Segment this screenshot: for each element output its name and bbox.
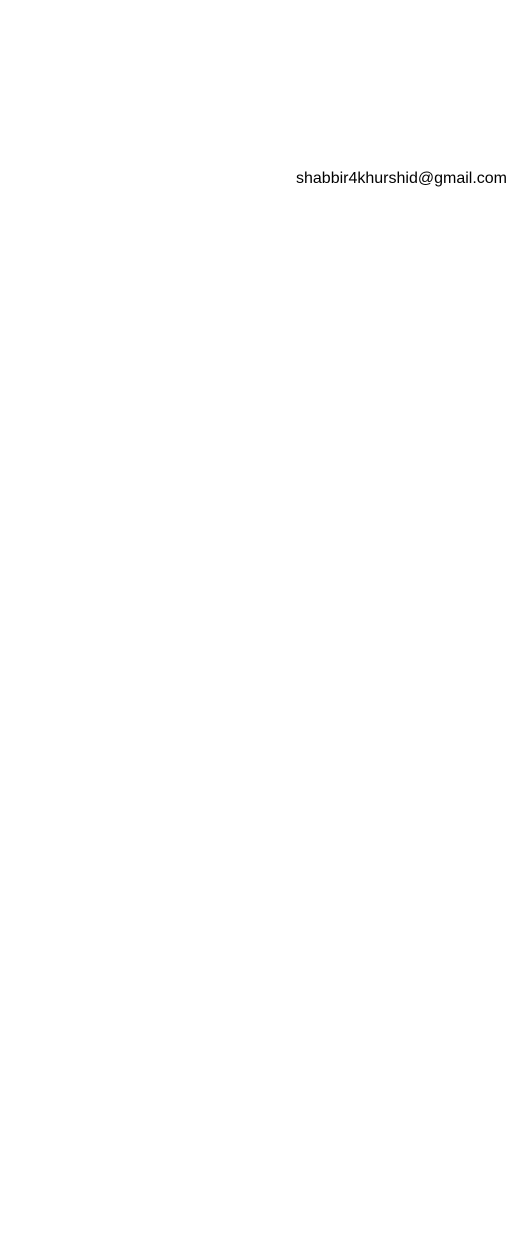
author-email: shabbir4khurshid@gmail.com (296, 170, 507, 187)
article-body (14, 200, 515, 1250)
